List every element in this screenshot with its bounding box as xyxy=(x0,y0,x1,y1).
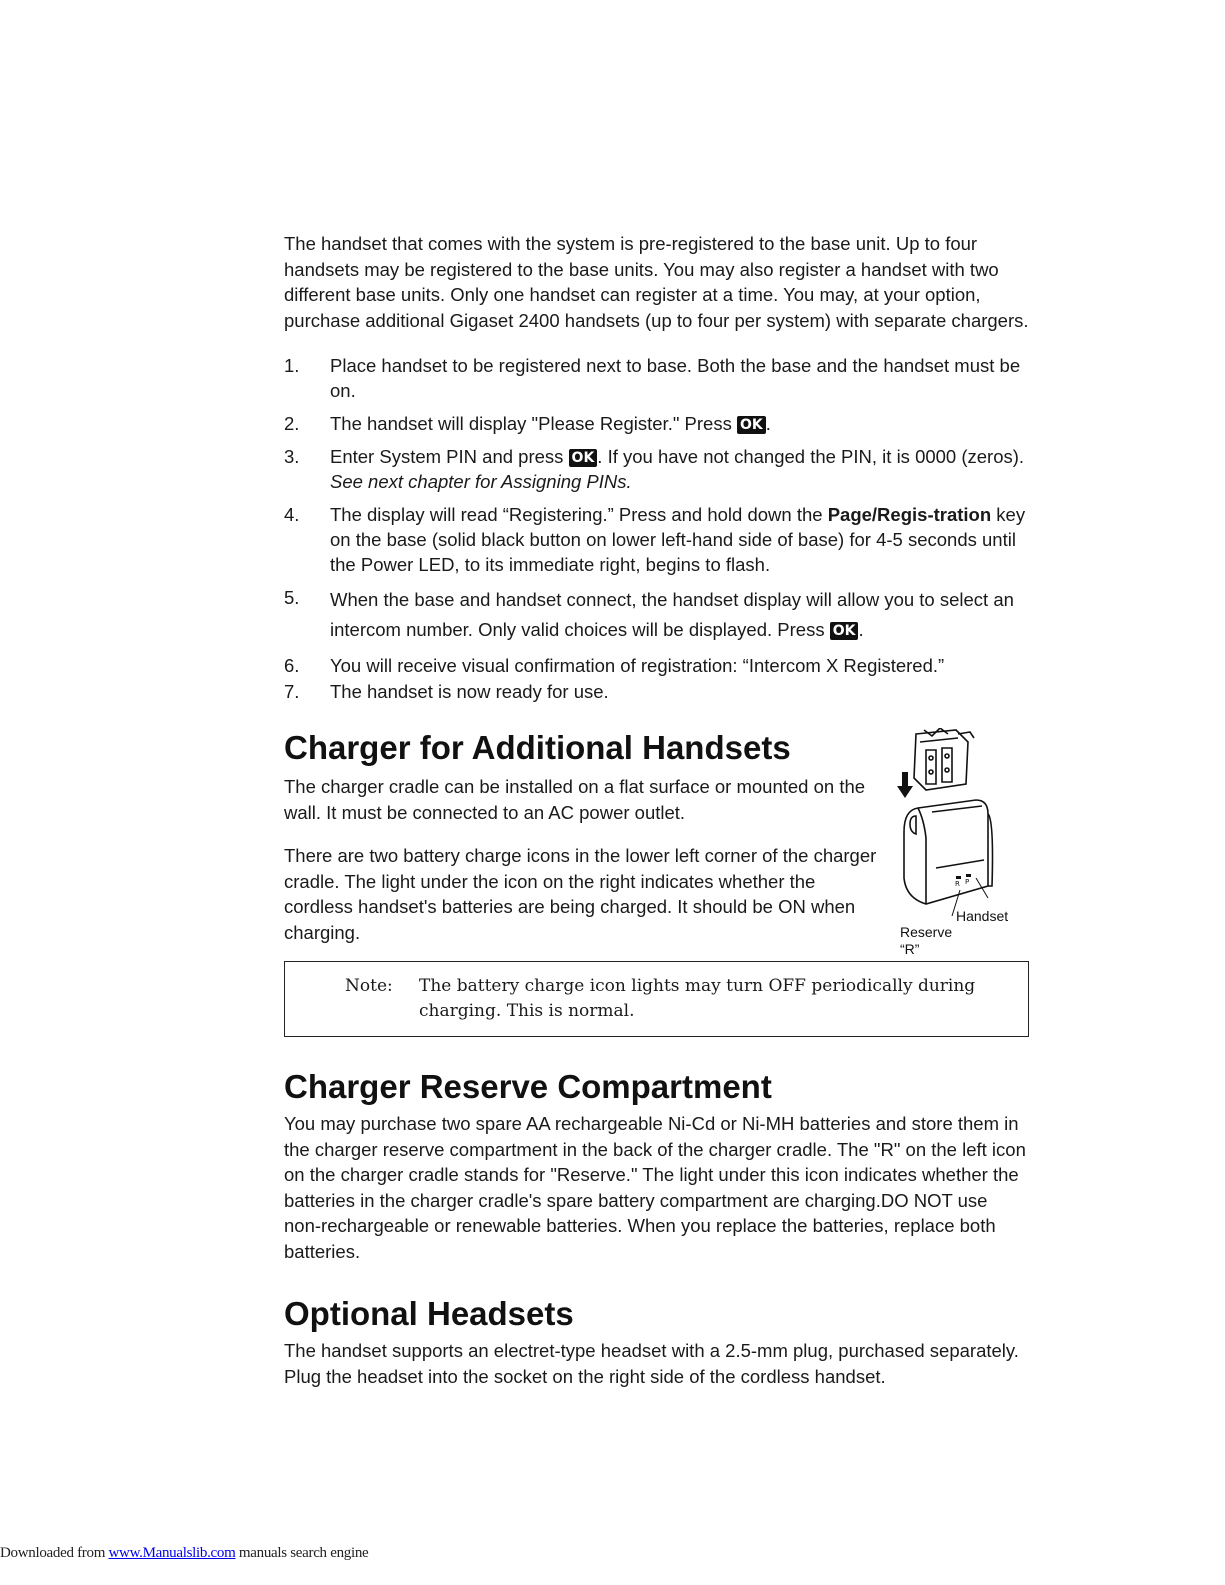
step-text: Place handset to be registered next to base. Both the base and the handset must be on. xyxy=(330,355,1021,401)
step-text-part: The handset will display "Please Register." Press xyxy=(330,413,737,434)
list-item xyxy=(284,585,1029,645)
note-label: Note: xyxy=(345,976,393,996)
step-text: You will receive visual confirmation of registration: “Intercom X Registered.” xyxy=(330,655,945,676)
list-item xyxy=(284,679,1029,704)
charger-paragraph: The charger cradle can be installed on a flat surface or mounted on the wall. It must be connected to an AC power outlet. xyxy=(284,776,866,823)
step-number: 5. xyxy=(284,587,300,608)
step-text xyxy=(330,411,1029,436)
step-text-part: . xyxy=(858,619,864,640)
list-item xyxy=(284,444,1029,494)
charger-paragraph: There are two battery charge icons in the lower left corner of the charger cradle. The light under the icon on the right indicates whether the cordless handset's batteries are being charged. It should be ON when charging. xyxy=(284,845,877,943)
list-item xyxy=(284,353,1029,403)
ok-key-icon: OK xyxy=(830,622,859,640)
page-registration-key-label: Page/Regis-tration xyxy=(827,504,992,525)
list-item xyxy=(284,653,1029,678)
headsets-paragraph: The handset supports an electret-type headset with a 2.5-mm plug, purchased separately. Plug the headset into the socket on the right side of the cordless handset. xyxy=(284,1340,1019,1387)
step-text xyxy=(330,585,1029,645)
step-text xyxy=(330,444,1029,494)
step-text-part: . xyxy=(765,413,771,434)
step-number: 3. xyxy=(284,446,300,467)
step-number: 2. xyxy=(284,413,300,434)
step-text xyxy=(330,502,1029,577)
list-item xyxy=(284,411,1029,436)
manualslib-link[interactable]: www.Manualslib.com xyxy=(108,1545,236,1561)
note-box xyxy=(284,961,1029,1037)
charger-section xyxy=(284,728,1029,957)
charger-cradle-icon xyxy=(896,728,1031,928)
reserve-label: Reserve xyxy=(900,924,953,940)
footer-suffix: manuals search engine xyxy=(235,1545,369,1561)
step-text-part: key on the base (solid black button on lower left-hand side of base) for 4-5 seconds until the Power LED, to its immediate right, begins to flash. xyxy=(330,504,1026,575)
section-heading: Optional Headsets xyxy=(284,1295,574,1332)
intro-paragraph: The handset that comes with the system is pre-registered to the base unit. Up to four handsets may be registered to the base units. You may also register a handset with two different base units. Only one handset can register at a time. You may, at your option, purchase additional Gigaset 2400 handsets (up to four per system) with separate chargers. xyxy=(284,233,1029,331)
step-number: 1. xyxy=(284,355,300,376)
download-footer xyxy=(0,1545,368,1562)
ok-key-icon: OK xyxy=(569,449,598,467)
footer-prefix: Downloaded from xyxy=(0,1545,109,1561)
step-number: 6. xyxy=(284,655,300,676)
step-text-part: Enter System PIN and press xyxy=(330,446,569,467)
step-text: The handset is now ready for use. xyxy=(330,681,609,702)
section-heading: Charger for Additional Handsets xyxy=(284,729,791,766)
charger-cradle-illustration xyxy=(896,728,1031,963)
step-text-part: When the base and handset connect, the handset display will allow you to select an intercom number. Only valid choices will be displayed. Press xyxy=(330,589,1014,640)
page-content xyxy=(284,231,1029,1389)
ok-key-icon: OK xyxy=(737,416,766,434)
step-text-part: . If you have not changed the PIN, it is 0000 (zeros). xyxy=(597,446,1025,467)
reserve-r-label: “R” xyxy=(900,941,920,957)
step-number: 7. xyxy=(284,681,300,702)
reserve-section xyxy=(284,1067,1029,1264)
svg-text:P: P xyxy=(965,878,970,886)
step-text-part: The display will read “Registering.” Press and hold down the xyxy=(330,504,828,525)
pin-reference: See next chapter for Assigning PINs. xyxy=(330,471,632,492)
step-number: 4. xyxy=(284,504,300,525)
headsets-section xyxy=(284,1294,1029,1389)
note-text: The battery charge icon lights may turn OFF periodically during charging. This is normal. xyxy=(419,976,976,1021)
svg-text:R: R xyxy=(955,880,960,888)
list-item xyxy=(284,502,1029,577)
handset-label: Handset xyxy=(956,908,1009,924)
charger-text xyxy=(284,728,884,945)
reserve-paragraph: You may purchase two spare AA rechargeable Ni-Cd or Ni-MH batteries and store them in the charger reserve compartment in the back of the charger cradle. The "R" on the left icon on the charger cradle stands for "Reserve." The light under this icon indicates whether the batteries in the charger cradle's spare battery compartment are charging.DO NOT use non-rechargeable or renewable batteries. When you replace the batteries, replace both batteries. xyxy=(284,1113,1026,1262)
registration-steps xyxy=(284,353,1029,704)
section-heading: Charger Reserve Compartment xyxy=(284,1068,772,1105)
